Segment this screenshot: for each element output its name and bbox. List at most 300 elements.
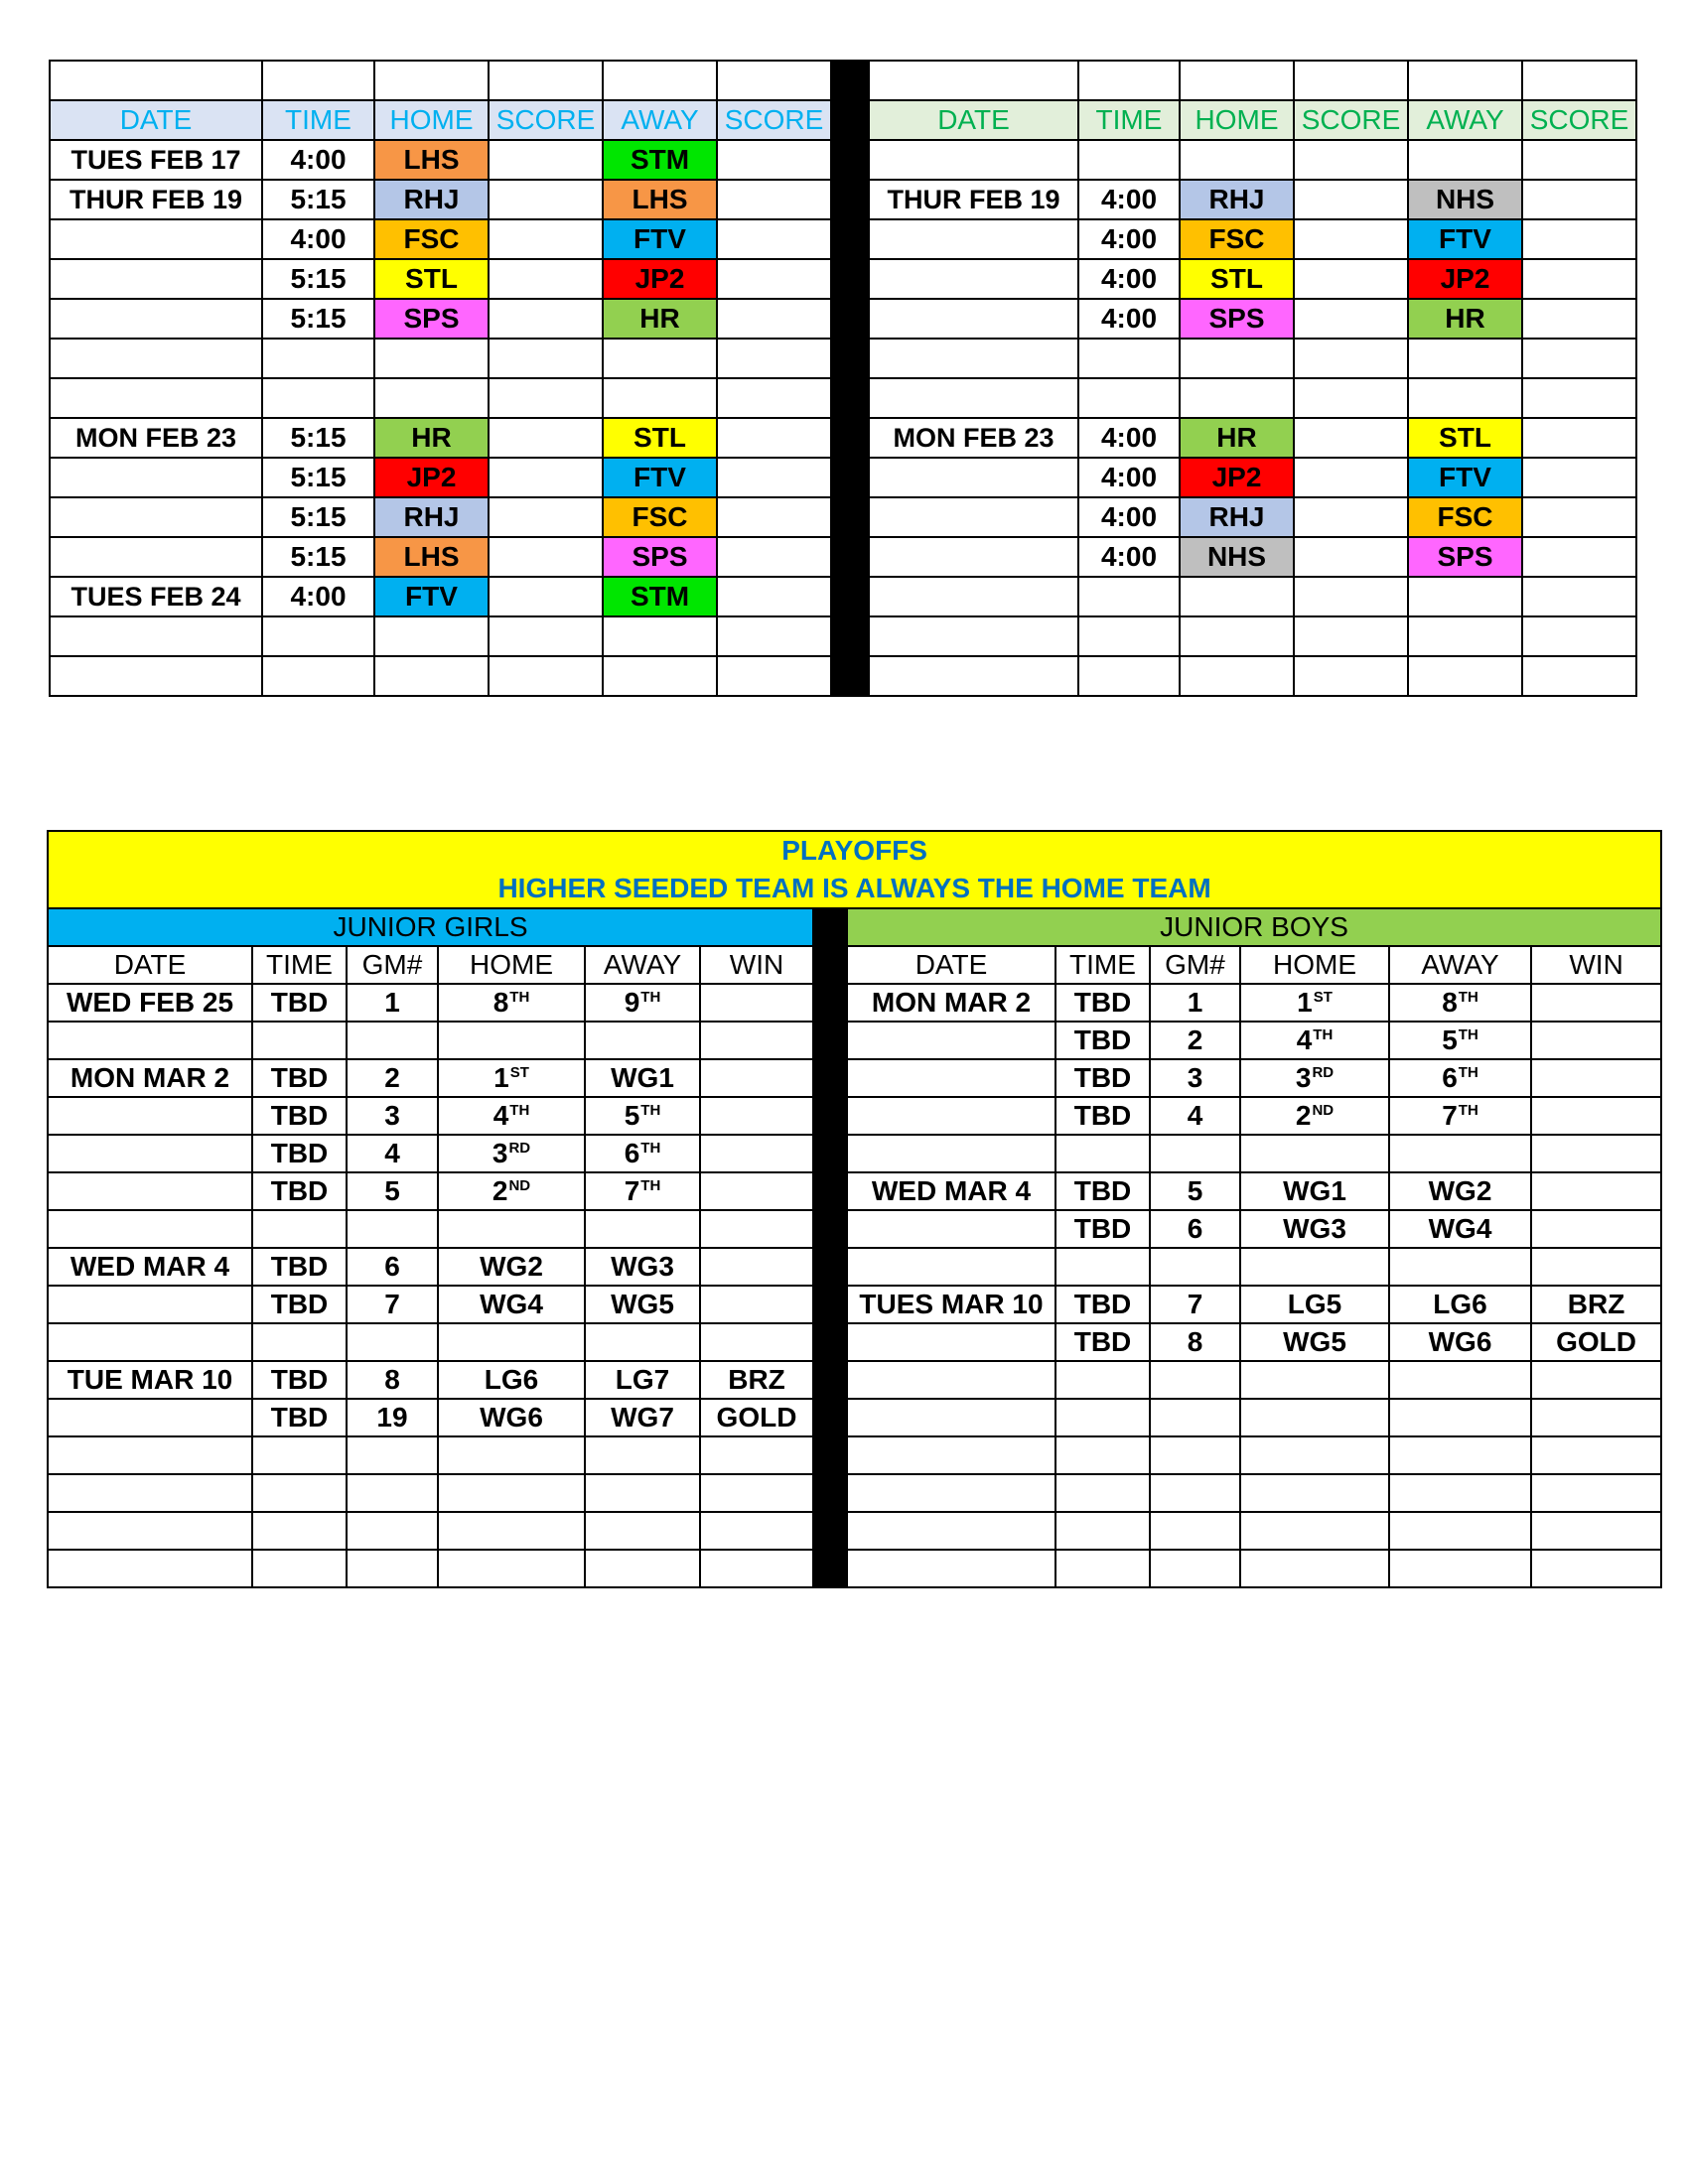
right-score-cell: [1522, 537, 1636, 577]
left-score-cell: [717, 299, 831, 339]
boys-away-cell: [1389, 1474, 1531, 1512]
right-time-cell: 4:00: [1078, 299, 1180, 339]
girls-date-cell: [48, 1172, 252, 1210]
boys-away-cell: WG6: [1389, 1323, 1531, 1361]
seed-number: 5: [1442, 1024, 1458, 1055]
boys-game-number-cell: 4: [1150, 1097, 1240, 1135]
center-divider: [813, 1248, 847, 1286]
girls-time-cell: TBD: [252, 1248, 347, 1286]
right-away-cell: SPS: [1408, 537, 1522, 577]
boys-date-cell: [847, 1436, 1055, 1474]
right-score-cell: [1522, 418, 1636, 458]
schedule-row: [50, 656, 1636, 696]
right-score-cell: [1522, 497, 1636, 537]
seed-number: 7: [624, 1174, 640, 1206]
right-time-cell: [1078, 140, 1180, 180]
center-divider: [831, 259, 869, 299]
right-home-cell: FSC: [1180, 219, 1294, 259]
seed-suffix: TH: [509, 1101, 530, 1119]
girls-game-number-cell: [347, 1550, 438, 1587]
right-date-cell: [869, 616, 1078, 656]
right-date-cell: [869, 537, 1078, 577]
center-divider: [813, 1210, 847, 1248]
boys-header-home: HOME: [1240, 946, 1389, 984]
boys-time-cell: TBD: [1055, 1022, 1150, 1059]
right-away-cell: [1408, 616, 1522, 656]
right-away-cell: STL: [1408, 418, 1522, 458]
playoffs-banner-row: [48, 831, 1661, 908]
left-home-cell: RHJ: [374, 497, 489, 537]
junior-boys-header: JUNIOR BOYS: [847, 908, 1661, 946]
left-time-cell: 4:00: [262, 140, 374, 180]
left-time-cell: [262, 378, 374, 418]
seed-number: 6: [624, 1137, 640, 1168]
boys-game-number-cell: [1150, 1361, 1240, 1399]
right-score-cell: [1294, 418, 1408, 458]
boys-game-number-cell: [1150, 1135, 1240, 1172]
right-date-cell: [869, 140, 1078, 180]
playoffs-table: [47, 830, 1662, 1588]
empty-cell: [1408, 61, 1522, 100]
girls-date-cell: [48, 1399, 252, 1436]
seed-suffix: ST: [1313, 988, 1333, 1006]
boys-date-cell: [847, 1323, 1055, 1361]
girls-game-number-cell: [347, 1210, 438, 1248]
girls-header-time: TIME: [252, 946, 347, 984]
left-score-cell: [489, 180, 603, 219]
center-divider: [813, 1172, 847, 1210]
center-divider: [813, 908, 847, 946]
girls-away-cell: [585, 1323, 700, 1361]
center-divider: [813, 1059, 847, 1097]
boys-date-cell: [847, 1550, 1055, 1587]
boys-win-cell: [1531, 1135, 1661, 1172]
left-score-cell: [717, 616, 831, 656]
regular-season-schedule-table: [49, 60, 1637, 697]
girls-game-number-cell: 3: [347, 1097, 438, 1135]
right-score-cell: [1294, 299, 1408, 339]
girls-away-cell: [585, 1550, 700, 1587]
right-home-cell: RHJ: [1180, 180, 1294, 219]
right-time-cell: 4:00: [1078, 219, 1180, 259]
schedule-row: [50, 458, 1636, 497]
left-score-cell: [717, 497, 831, 537]
right-score-cell: [1294, 140, 1408, 180]
boys-game-number-cell: [1150, 1399, 1240, 1436]
girls-date-cell: MON MAR 2: [48, 1059, 252, 1097]
left-header-away: AWAY: [603, 100, 717, 140]
right-away-cell: [1408, 577, 1522, 616]
girls-win-cell: [700, 1248, 813, 1286]
center-divider: [813, 1550, 847, 1587]
boys-time-cell: TBD: [1055, 1097, 1150, 1135]
boys-home-cell: LG5: [1240, 1286, 1389, 1323]
boys-game-number-cell: 1: [1150, 984, 1240, 1022]
boys-date-cell: TUES MAR 10: [847, 1286, 1055, 1323]
girls-game-number-cell: [347, 1323, 438, 1361]
left-away-cell: STL: [603, 418, 717, 458]
right-time-cell: 4:00: [1078, 418, 1180, 458]
boys-date-cell: [847, 1361, 1055, 1399]
girls-away-cell: [585, 1135, 700, 1172]
boys-header-time: TIME: [1055, 946, 1150, 984]
right-score-cell: [1294, 656, 1408, 696]
left-away-cell: STM: [603, 577, 717, 616]
empty-cell: [50, 61, 262, 100]
seed-number: 2: [492, 1174, 508, 1206]
left-away-cell: HR: [603, 299, 717, 339]
empty-cell: [1180, 61, 1294, 100]
right-date-cell: [869, 219, 1078, 259]
boys-away-cell: [1389, 1022, 1531, 1059]
boys-time-cell: [1055, 1436, 1150, 1474]
right-score-cell: [1294, 259, 1408, 299]
right-score-cell: [1522, 458, 1636, 497]
left-away-cell: STM: [603, 140, 717, 180]
right-date-cell: [869, 656, 1078, 696]
boys-win-cell: [1531, 1059, 1661, 1097]
girls-away-cell: [585, 1097, 700, 1135]
schedule-row: [50, 577, 1636, 616]
seed-number: 5: [624, 1099, 640, 1131]
boys-home-cell: [1240, 1474, 1389, 1512]
girls-game-number-cell: [347, 1474, 438, 1512]
boys-time-cell: TBD: [1055, 1210, 1150, 1248]
girls-time-cell: TBD: [252, 1059, 347, 1097]
seed-suffix: TH: [1313, 1025, 1334, 1043]
seed-suffix: TH: [640, 1101, 661, 1119]
girls-win-cell: [700, 1323, 813, 1361]
seed-suffix: TH: [1458, 1025, 1478, 1043]
girls-time-cell: [252, 1512, 347, 1550]
boys-time-cell: TBD: [1055, 1172, 1150, 1210]
seed-number: 9: [624, 986, 640, 1018]
boys-away-cell: [1389, 1097, 1531, 1135]
girls-game-number-cell: 2: [347, 1059, 438, 1097]
girls-game-number-cell: [347, 1436, 438, 1474]
girls-time-cell: [252, 1210, 347, 1248]
boys-game-number-cell: 7: [1150, 1286, 1240, 1323]
boys-game-number-cell: [1150, 1248, 1240, 1286]
schedule-row: [50, 497, 1636, 537]
left-date-cell: [50, 259, 262, 299]
boys-win-cell: [1531, 1172, 1661, 1210]
boys-away-cell: [1389, 1436, 1531, 1474]
left-date-cell: TUES FEB 17: [50, 140, 262, 180]
left-score-cell: [717, 219, 831, 259]
boys-date-cell: [847, 1097, 1055, 1135]
center-divider: [813, 1286, 847, 1323]
empty-cell: [262, 61, 374, 100]
girls-win-cell: BRZ: [700, 1361, 813, 1399]
seed-suffix: ND: [508, 1176, 531, 1194]
right-time-cell: 4:00: [1078, 458, 1180, 497]
left-date-cell: TUES FEB 24: [50, 577, 262, 616]
girls-home-cell: [438, 1210, 585, 1248]
right-away-cell: [1408, 378, 1522, 418]
girls-game-number-cell: 7: [347, 1286, 438, 1323]
girls-win-cell: [700, 1135, 813, 1172]
playoff-game-row: [48, 1512, 1661, 1550]
left-away-cell: FTV: [603, 458, 717, 497]
girls-away-cell: [585, 1474, 700, 1512]
girls-date-cell: WED MAR 4: [48, 1248, 252, 1286]
right-score-cell: [1522, 339, 1636, 378]
right-time-cell: 4:00: [1078, 497, 1180, 537]
schedule-row: [50, 537, 1636, 577]
right-score-cell: [1522, 616, 1636, 656]
boys-home-cell: [1240, 1361, 1389, 1399]
girls-header-date: DATE: [48, 946, 252, 984]
boys-time-cell: [1055, 1361, 1150, 1399]
left-away-cell: JP2: [603, 259, 717, 299]
left-score-cell: [489, 339, 603, 378]
girls-away-cell: [585, 984, 700, 1022]
seed-suffix: RD: [1312, 1063, 1335, 1081]
boys-home-cell: [1240, 1248, 1389, 1286]
playoff-game-row: [48, 1474, 1661, 1512]
seed-suffix: TH: [640, 1176, 661, 1194]
left-score-cell: [717, 537, 831, 577]
division-row: [48, 908, 1661, 946]
playoff-game-row: [48, 1172, 1661, 1210]
seed-number: 8: [1442, 986, 1458, 1018]
girls-away-cell: WG5: [585, 1286, 700, 1323]
right-home-cell: [1180, 656, 1294, 696]
girls-win-cell: [700, 1550, 813, 1587]
girls-win-cell: [700, 1059, 813, 1097]
seed-suffix: TH: [1458, 988, 1478, 1006]
boys-win-cell: [1531, 1474, 1661, 1512]
boys-win-cell: [1531, 1512, 1661, 1550]
girls-win-cell: [700, 1286, 813, 1323]
playoffs-banner: [48, 831, 1661, 908]
left-score-cell: [489, 616, 603, 656]
center-divider: [831, 458, 869, 497]
right-date-cell: MON FEB 23: [869, 418, 1078, 458]
girls-date-cell: [48, 1550, 252, 1587]
girls-time-cell: TBD: [252, 1399, 347, 1436]
left-date-cell: [50, 299, 262, 339]
left-time-cell: 5:15: [262, 458, 374, 497]
boys-win-cell: [1531, 1210, 1661, 1248]
boys-win-cell: [1531, 984, 1661, 1022]
girls-date-cell: WED FEB 25: [48, 984, 252, 1022]
seed-number: 1: [1297, 986, 1313, 1018]
left-home-cell: HR: [374, 418, 489, 458]
center-divider: [813, 1399, 847, 1436]
left-away-cell: FTV: [603, 219, 717, 259]
left-date-cell: THUR FEB 19: [50, 180, 262, 219]
boys-home-cell: [1240, 1097, 1389, 1135]
left-score-cell: [489, 219, 603, 259]
right-score-cell: [1522, 656, 1636, 696]
left-header-date: DATE: [50, 100, 262, 140]
playoff-game-row: [48, 1097, 1661, 1135]
girls-win-cell: [700, 1474, 813, 1512]
left-score-cell: [717, 180, 831, 219]
left-time-cell: 5:15: [262, 180, 374, 219]
girls-date-cell: [48, 1210, 252, 1248]
boys-game-number-cell: [1150, 1474, 1240, 1512]
girls-time-cell: TBD: [252, 1135, 347, 1172]
center-divider: [813, 984, 847, 1022]
boys-home-cell: [1240, 984, 1389, 1022]
playoff-game-row: [48, 1286, 1661, 1323]
left-home-cell: STL: [374, 259, 489, 299]
seed-suffix: TH: [1458, 1101, 1478, 1119]
center-divider: [831, 418, 869, 458]
boys-date-cell: [847, 1210, 1055, 1248]
girls-time-cell: [252, 1022, 347, 1059]
girls-home-cell: [438, 1059, 585, 1097]
empty-cell: [1294, 61, 1408, 100]
right-home-cell: [1180, 140, 1294, 180]
playoff-game-row: [48, 1361, 1661, 1399]
right-away-cell: HR: [1408, 299, 1522, 339]
girls-date-cell: [48, 1135, 252, 1172]
junior-girls-header: JUNIOR GIRLS: [48, 908, 813, 946]
boys-time-cell: [1055, 1135, 1150, 1172]
boys-date-cell: [847, 1135, 1055, 1172]
right-score-cell: [1522, 577, 1636, 616]
left-date-cell: [50, 537, 262, 577]
girls-home-cell: [438, 984, 585, 1022]
boys-time-cell: [1055, 1550, 1150, 1587]
right-score-cell: [1522, 140, 1636, 180]
boys-header-away: AWAY: [1389, 946, 1531, 984]
right-score-cell: [1294, 219, 1408, 259]
schedule-row: [50, 140, 1636, 180]
center-divider: [831, 378, 869, 418]
girls-win-cell: [700, 1436, 813, 1474]
right-header-date: DATE: [869, 100, 1078, 140]
left-header-score: SCORE: [717, 100, 831, 140]
right-date-cell: [869, 458, 1078, 497]
girls-away-cell: LG7: [585, 1361, 700, 1399]
boys-date-cell: [847, 1399, 1055, 1436]
left-score-cell: [489, 656, 603, 696]
right-score-cell: [1294, 616, 1408, 656]
center-divider: [831, 61, 869, 100]
schedule-row: [50, 219, 1636, 259]
left-score-cell: [717, 418, 831, 458]
boys-win-cell: [1531, 1361, 1661, 1399]
boys-win-cell: [1531, 1097, 1661, 1135]
boys-time-cell: [1055, 1512, 1150, 1550]
right-time-cell: [1078, 339, 1180, 378]
right-home-cell: SPS: [1180, 299, 1294, 339]
girls-time-cell: [252, 1323, 347, 1361]
left-away-cell: LHS: [603, 180, 717, 219]
boys-away-cell: [1389, 1550, 1531, 1587]
boys-home-cell: WG5: [1240, 1323, 1389, 1361]
girls-win-cell: GOLD: [700, 1399, 813, 1436]
empty-cell: [869, 61, 1078, 100]
girls-home-cell: [438, 1172, 585, 1210]
center-divider: [813, 1474, 847, 1512]
boys-win-cell: [1531, 1399, 1661, 1436]
center-divider: [831, 299, 869, 339]
seed-suffix: TH: [1458, 1063, 1478, 1081]
girls-game-number-cell: 1: [347, 984, 438, 1022]
girls-home-cell: WG2: [438, 1248, 585, 1286]
left-time-cell: [262, 616, 374, 656]
right-header-away: AWAY: [1408, 100, 1522, 140]
left-date-cell: [50, 616, 262, 656]
boys-win-cell: [1531, 1550, 1661, 1587]
left-date-cell: [50, 219, 262, 259]
right-score-cell: [1522, 378, 1636, 418]
center-divider: [831, 656, 869, 696]
schedule-row: [50, 339, 1636, 378]
playoff-game-row: [48, 1248, 1661, 1286]
boys-time-cell: TBD: [1055, 1323, 1150, 1361]
center-divider: [813, 1361, 847, 1399]
girls-home-cell: [438, 1022, 585, 1059]
girls-away-cell: WG3: [585, 1248, 700, 1286]
seed-number: 7: [1442, 1099, 1458, 1131]
right-home-cell: [1180, 616, 1294, 656]
left-score-cell: [489, 140, 603, 180]
girls-header-win: WIN: [700, 946, 813, 984]
empty-cell: [603, 61, 717, 100]
boys-home-cell: [1240, 1399, 1389, 1436]
right-score-cell: [1294, 339, 1408, 378]
right-home-cell: [1180, 339, 1294, 378]
girls-away-cell: [585, 1436, 700, 1474]
schedule-row: [50, 299, 1636, 339]
left-away-cell: [603, 616, 717, 656]
right-score-cell: [1522, 219, 1636, 259]
right-header-score: SCORE: [1294, 100, 1408, 140]
boys-game-number-cell: [1150, 1436, 1240, 1474]
girls-home-cell: [438, 1474, 585, 1512]
left-time-cell: 4:00: [262, 219, 374, 259]
right-home-cell: NHS: [1180, 537, 1294, 577]
empty-cell: [374, 61, 489, 100]
boys-away-cell: [1389, 1135, 1531, 1172]
left-score-cell: [489, 299, 603, 339]
right-away-cell: JP2: [1408, 259, 1522, 299]
seed-number: 4: [1296, 1024, 1313, 1055]
girls-game-number-cell: 5: [347, 1172, 438, 1210]
boys-away-cell: [1389, 1361, 1531, 1399]
left-date-cell: [50, 497, 262, 537]
girls-time-cell: [252, 1474, 347, 1512]
girls-time-cell: TBD: [252, 1361, 347, 1399]
right-home-cell: RHJ: [1180, 497, 1294, 537]
right-away-cell: FTV: [1408, 219, 1522, 259]
girls-time-cell: TBD: [252, 984, 347, 1022]
left-time-cell: 5:15: [262, 537, 374, 577]
right-header-home: HOME: [1180, 100, 1294, 140]
empty-cell: [1078, 61, 1180, 100]
left-score-cell: [489, 418, 603, 458]
left-score-cell: [717, 656, 831, 696]
left-score-cell: [489, 537, 603, 577]
right-date-cell: THUR FEB 19: [869, 180, 1078, 219]
left-away-cell: [603, 339, 717, 378]
right-away-cell: [1408, 140, 1522, 180]
seed-number: 6: [1442, 1061, 1458, 1093]
right-home-cell: [1180, 577, 1294, 616]
boys-date-cell: [847, 1248, 1055, 1286]
left-score-cell: [717, 339, 831, 378]
left-score-cell: [717, 458, 831, 497]
left-home-cell: [374, 656, 489, 696]
boys-game-number-cell: 6: [1150, 1210, 1240, 1248]
